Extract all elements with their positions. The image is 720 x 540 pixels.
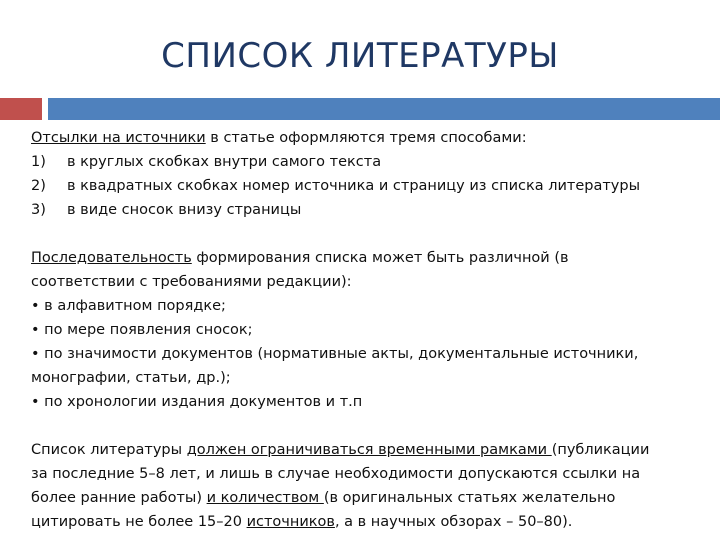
para3-line	[31, 438, 715, 462]
para3-line	[31, 486, 715, 510]
accent-bar-red	[0, 98, 42, 120]
paragraph-gap	[31, 414, 715, 438]
para3-text: цитировать не более 15–20	[31, 514, 247, 530]
paragraph-gap	[31, 222, 715, 246]
para2-underlined: Последовательность	[31, 250, 192, 266]
para2-line	[31, 246, 715, 270]
list-item	[31, 150, 715, 174]
para3-text: Список литературы	[31, 442, 187, 458]
list-item-number: 2)	[31, 178, 46, 194]
para3-underlined: и количеством	[206, 490, 324, 506]
para3-text: более ранние работы)	[31, 490, 207, 506]
para3-underlined: источников	[246, 514, 335, 530]
para2-line1-rest: формирования списка может быть различной (в	[191, 250, 569, 266]
list-item	[31, 198, 715, 222]
list-item	[31, 174, 715, 198]
list-item-number: 1)	[31, 154, 46, 170]
page-title: СПИСОК ЛИТЕРАТУРЫ	[161, 36, 559, 76]
para3-text: (в оригинальных статьях желательно	[323, 490, 616, 506]
para3-underlined: должен ограничиваться временными рамками	[186, 442, 552, 458]
para1-intro-underlined: Отсылки на источники	[31, 130, 206, 146]
list-item-text: в круглых скобках внутри самого текста	[67, 154, 382, 170]
bullet-item-continuation: монографии, статьи, др.);	[31, 370, 231, 386]
list-item-text: в виде сносок внизу страницы	[67, 202, 302, 218]
accent-bar-blue	[48, 98, 720, 120]
para1-intro	[31, 126, 715, 150]
list-item-number: 3)	[31, 202, 46, 218]
bullet-item: • по мере появления сносок;	[31, 322, 253, 338]
para3-line: за последние 5–8 лет, и лишь в случае необходимости допускаются ссылки на	[31, 466, 641, 482]
slide-body	[31, 126, 715, 534]
para3-line	[31, 510, 715, 534]
bullet-item: • по хронологии издания документов и т.п	[31, 394, 363, 410]
bullet-item: • по значимости документов (нормативные акты, документальные источники,	[31, 346, 639, 362]
para1-intro-rest: в статье оформляются тремя способами:	[205, 130, 527, 146]
para3-text: , а в научных обзорах – 50–80).	[334, 514, 573, 530]
para2-line: соответствии с требованиями редакции):	[31, 274, 352, 290]
list-item-text: в квадратных скобках номер источника и страницу из списка литературы	[67, 178, 641, 194]
bullet-item: • в алфавитном порядке;	[31, 298, 226, 314]
para3-text: (публикации	[551, 442, 650, 458]
